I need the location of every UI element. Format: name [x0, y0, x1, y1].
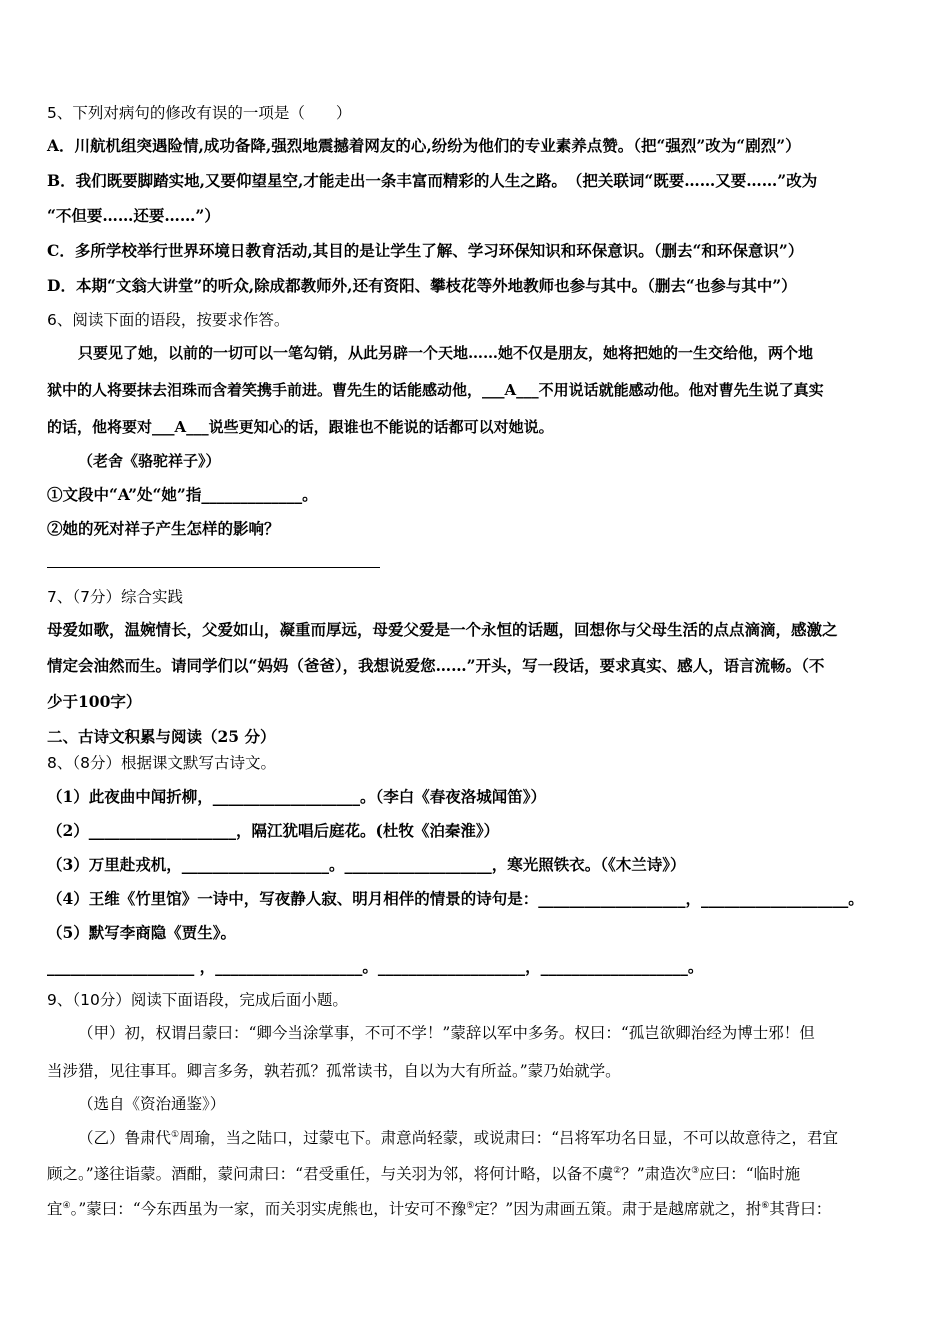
- q6-sub2: ②她的死对祥子产生怎样的影响？: [47, 519, 280, 538]
- q8-item2: （2）___________________，隔江犹唱后庭花。(杜牧《泊秦淮》）: [47, 821, 500, 840]
- q9-yi-line1-a: （乙）鲁肃代: [78, 1129, 172, 1147]
- q9-yi-line3-d: 其背曰：: [769, 1200, 832, 1218]
- q9-yi-line3-a: 宜: [47, 1200, 63, 1218]
- q6-passage-line1: 只要见了她，以前的一切可以一笔勾销，从此另辟一个天地……她不仅是朋友，她将把她的一生交给他，两个地: [78, 344, 814, 362]
- q9-yi-line1-b: 周瑜，当之陆口，过蒙屯下。肃意尚轻蒙，或说肃曰：“吕将军功名日显，不可以故意待之，君宜: [179, 1129, 839, 1147]
- q9-yi-line3-c: 定？”因为肃画五策。肃于是越席就之，拊: [474, 1200, 762, 1218]
- q6-passage-line2-a: 狱中的人将要抹去泪珠而含着笑携手前进。曹先生的话能感动他，: [47, 381, 483, 399]
- q7-line3: 少于100字）: [47, 692, 142, 711]
- q9-yi-line3-b: 。”蒙曰：“今东西虽为一家，而关羽实虎熊也，计安可不豫: [70, 1200, 467, 1218]
- q5-option-a: A．川航机组突遇险情,成功备降,强烈地震撼着网友的心,纷纷为他们的专业素养点赞。（把“强烈”改为“剧烈”）: [47, 136, 801, 155]
- q8-item4: （4）王维《竹里馆》一诗中，写夜静人寂、明月相伴的情景的诗句是：___________________，___________________。: [47, 889, 864, 908]
- footnote-3: ③: [691, 1165, 700, 1176]
- q9-jia-line1: （甲）初，权谓吕蒙曰：“卿今当涂掌事，不可不学！”蒙辞以军中多务。权曰：“孤岂欲卿治经为博士邪！但: [78, 1024, 815, 1042]
- q6-passage-line2: [47, 380, 824, 400]
- q9-title: 9、（10分）阅读下面语段，完成后面小题。: [47, 991, 348, 1009]
- q9-yi-line1: [78, 1128, 838, 1148]
- q8-item1: （1）此夜曲中闻折柳，___________________。（李白《春夜洛城闻笛》）: [47, 787, 547, 806]
- q6-blank-a-1: ___A___: [482, 381, 539, 399]
- q8-title: 8、（8分）根据课文默写古诗文。: [47, 754, 276, 772]
- q7-title: 7、（7分）综合实践: [47, 588, 183, 606]
- q6-passage-line3: [47, 417, 554, 437]
- q9-yi-line2: [47, 1164, 800, 1184]
- section-2-heading: 二、古诗文积累与阅读（25 分）: [47, 727, 276, 746]
- q6-passage-line3-b: 说些更知心的话，跟谁也不能说的话都可以对她说。: [208, 418, 554, 436]
- q7-line2: 情定会油然而生。请同学们以“妈妈（爸爸），我想说爱您……”开头，写一段话，要求真实、感人，语言流畅。（不: [47, 656, 825, 675]
- q5-option-c: C．多所学校举行世界环境日教育活动,其目的是让学生了解、学习环保知识和环保意识。（删去“和环保意识”）: [47, 241, 804, 260]
- q6-title: 6、阅读下面的语段，按要求作答。: [47, 311, 290, 329]
- q8-item5-blanks: ___________________ ，___________________。___________________，___________________。: [47, 957, 704, 976]
- footnote-6: ⑥: [761, 1200, 770, 1211]
- q8-item5: （5）默写李商隐《贾生》。: [47, 923, 237, 942]
- q9-jia-line2: 当涉猎，见往事耳。卿言多务，孰若孤？孤常读书，自以为大有所益。”蒙乃始就学。: [47, 1062, 621, 1080]
- q6-passage-line2-b: 不用说话就能感动他。他对曹先生说了真实: [538, 381, 824, 399]
- q6-source: （老舍《骆驼祥子》）: [78, 452, 221, 470]
- q8-item3: （3）万里赴戎机，___________________。___________________，寒光照铁衣。（《木兰诗》）: [47, 855, 686, 874]
- q5-option-b-cont: “不但要……还要……”）: [47, 206, 220, 225]
- q5-title: 5、下列对病句的修改有误的一项是（ ）: [47, 104, 352, 122]
- q6-sub1: ①文段中“A”处“她”指_____________。: [47, 485, 318, 504]
- q7-line1: 母爱如歌，温婉情长，父爱如山，凝重而厚远，母爱父爱是一个永恒的话题，回想你与父母生活的点点滴滴，感激之: [47, 620, 838, 639]
- q9-yi-line2-c: 应曰：“临时施: [699, 1165, 801, 1183]
- q6-blank-a-2: ___A___: [152, 418, 209, 436]
- q9-yi-line2-a: 顾之。”遂往诣蒙。酒酣，蒙问肃曰：“君受重任，与关羽为邻，将何计略，以备不虞: [47, 1165, 614, 1183]
- footnote-2: ②: [613, 1165, 622, 1176]
- footnote-4: ④: [62, 1200, 71, 1211]
- q5-option-b: B．我们既要脚踏实地,又要仰望星空,才能走出一条丰富而精彩的人生之路。 （把关联词“既要……又要……”改为: [47, 171, 818, 190]
- q9-jia-source: （选自《资治通鉴》）: [78, 1095, 226, 1113]
- q9-yi-line2-b: ？”肃造次: [621, 1165, 692, 1183]
- q6-answer-line: [47, 567, 380, 568]
- footnote-5: ⑤: [466, 1200, 475, 1211]
- q6-passage-line3-a: 的话，他将要对: [47, 418, 153, 436]
- footnote-1: ①: [171, 1129, 180, 1140]
- q5-option-d: D．本期“文翁大讲堂”的听众,除成都教师外,还有资阳、攀枝花等外地教师也参与其中。（删去“也参与其中”）: [47, 276, 797, 295]
- q9-yi-line3: [47, 1199, 831, 1219]
